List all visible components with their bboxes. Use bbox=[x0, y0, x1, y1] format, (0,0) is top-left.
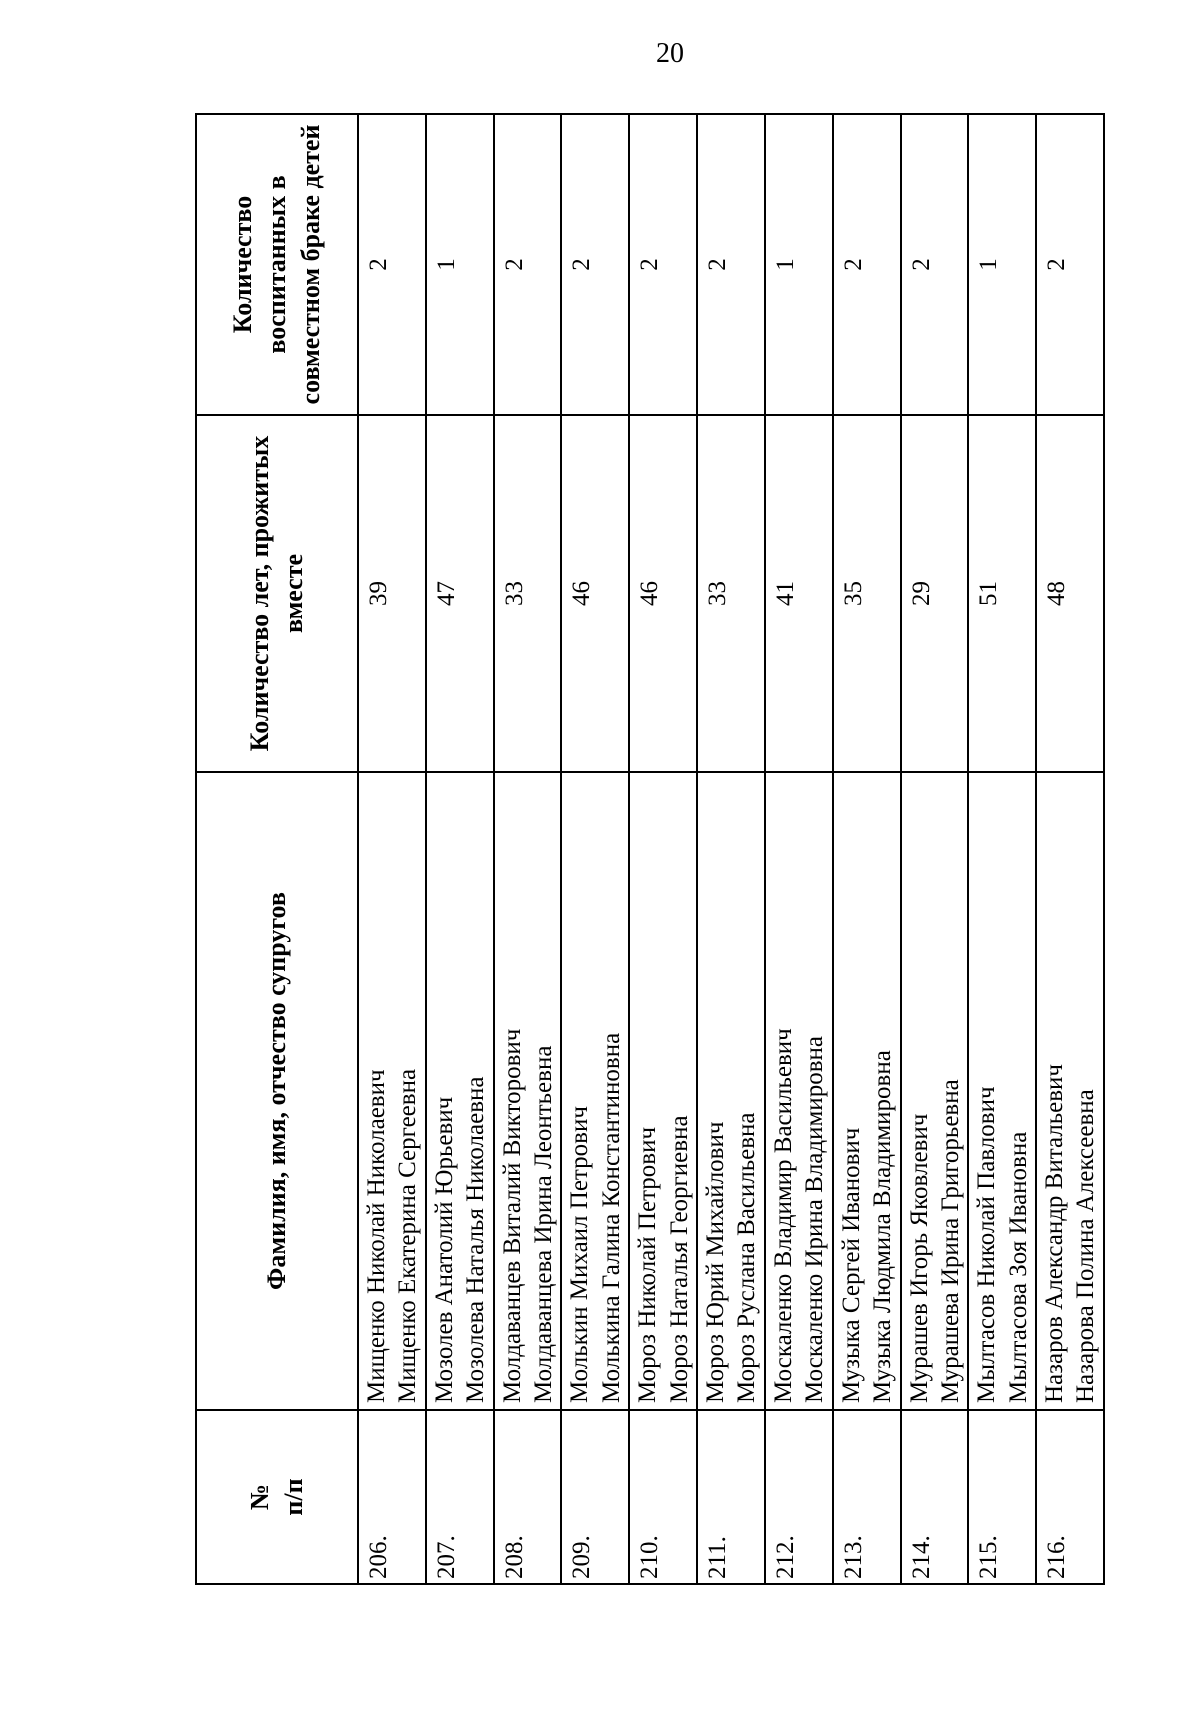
row-children: 2 bbox=[358, 114, 426, 415]
row-number: 209. bbox=[561, 1410, 629, 1584]
husband-name: Мозолев Анатолий Юрьевич bbox=[430, 1096, 458, 1403]
husband-name: Назаров Александр Витальевич bbox=[1041, 1063, 1069, 1403]
table-row bbox=[833, 114, 901, 1584]
spouses-table bbox=[195, 113, 1105, 1585]
table-body bbox=[358, 114, 1104, 1584]
rotated-table-frame bbox=[195, 115, 1105, 1585]
page-number: 20 bbox=[656, 38, 684, 69]
row-children: 1 bbox=[765, 114, 833, 415]
wife-name: Молдаванцева Ирина Леонтьевна bbox=[529, 1045, 557, 1403]
table-row bbox=[697, 114, 765, 1584]
wife-name: Назарова Полина Алексеевна bbox=[1072, 1089, 1100, 1403]
row-years: 33 bbox=[697, 415, 765, 772]
row-years: 48 bbox=[1036, 415, 1104, 772]
table-row bbox=[765, 114, 833, 1584]
row-number: 215. bbox=[968, 1410, 1036, 1584]
table-row bbox=[561, 114, 629, 1584]
row-spouses bbox=[901, 772, 969, 1410]
row-years: 46 bbox=[561, 415, 629, 772]
row-children: 2 bbox=[629, 114, 697, 415]
table-row bbox=[901, 114, 969, 1584]
wife-name: Молькина Галина Константиновна bbox=[597, 1032, 625, 1403]
row-spouses bbox=[426, 772, 494, 1410]
husband-name: Мищенко Николай Николаевич bbox=[363, 1069, 390, 1403]
row-spouses bbox=[1036, 772, 1104, 1410]
row-years: 29 bbox=[901, 415, 969, 772]
row-spouses bbox=[561, 772, 629, 1410]
row-years: 51 bbox=[968, 415, 1036, 772]
row-number: 207. bbox=[426, 1410, 494, 1584]
header-children: Количество воспитанных в совместном браке детей bbox=[196, 114, 358, 415]
row-number: 210. bbox=[629, 1410, 697, 1584]
row-children: 2 bbox=[1036, 114, 1104, 415]
header-number-sign: № bbox=[245, 1483, 275, 1511]
row-children: 2 bbox=[697, 114, 765, 415]
husband-name: Молькин Михаил Петрович bbox=[566, 1106, 594, 1403]
header-number-abbr: п/п bbox=[279, 1478, 308, 1516]
row-spouses bbox=[968, 772, 1036, 1410]
row-children: 2 bbox=[494, 114, 562, 415]
wife-name: Мурашева Ирина Григорьевна bbox=[936, 1079, 964, 1403]
row-years: 41 bbox=[765, 415, 833, 772]
row-children: 1 bbox=[426, 114, 494, 415]
table-row bbox=[968, 114, 1036, 1584]
row-number: 216. bbox=[1036, 1410, 1104, 1584]
table-row bbox=[358, 114, 426, 1584]
row-number: 208. bbox=[494, 1410, 562, 1584]
row-number: 213. bbox=[833, 1410, 901, 1584]
row-children: 2 bbox=[561, 114, 629, 415]
row-years: 39 bbox=[358, 415, 426, 772]
wife-name: Мороз Руслана Васильевна bbox=[733, 1112, 761, 1403]
table-row bbox=[629, 114, 697, 1584]
wife-name: Мылтасова Зоя Ивановна bbox=[1004, 1131, 1032, 1403]
husband-name: Мороз Николай Петрович bbox=[634, 1126, 662, 1403]
row-spouses bbox=[358, 772, 426, 1410]
row-years: 33 bbox=[494, 415, 562, 772]
wife-name: Мозолева Наталья Николаевна bbox=[462, 1076, 490, 1403]
row-number: 214. bbox=[901, 1410, 969, 1584]
wife-name: Мищенко Екатерина Сергеевна bbox=[394, 1068, 422, 1403]
row-children: 2 bbox=[901, 114, 969, 415]
table-header-row bbox=[196, 114, 358, 1584]
husband-name: Мылтасов Николай Павлович bbox=[973, 1086, 1001, 1403]
row-spouses bbox=[629, 772, 697, 1410]
row-years: 35 bbox=[833, 415, 901, 772]
row-number: 212. bbox=[765, 1410, 833, 1584]
husband-name: Мурашев Игорь Яковлевич bbox=[905, 1113, 933, 1403]
row-number: 206. bbox=[358, 1410, 426, 1584]
row-spouses bbox=[765, 772, 833, 1410]
table-row bbox=[494, 114, 562, 1584]
row-children: 1 bbox=[968, 114, 1036, 415]
row-children: 2 bbox=[833, 114, 901, 415]
husband-name: Молдаванцев Виталий Викторович bbox=[498, 1028, 526, 1403]
row-years: 47 bbox=[426, 415, 494, 772]
table-row bbox=[1036, 114, 1104, 1584]
header-number bbox=[196, 1410, 358, 1584]
row-spouses bbox=[697, 772, 765, 1410]
wife-name: Музыка Людмила Владимировна bbox=[868, 1050, 896, 1403]
husband-name: Мороз Юрий Михайлович bbox=[702, 1121, 730, 1403]
row-spouses bbox=[833, 772, 901, 1410]
wife-name: Мороз Наталья Георгиевна bbox=[665, 1115, 693, 1403]
row-years: 46 bbox=[629, 415, 697, 772]
header-names: Фамилия, имя, отчество супругов bbox=[196, 772, 358, 1410]
header-years: Количество лет, прожитых вместе bbox=[196, 415, 358, 772]
husband-name: Музыка Сергей Иванович bbox=[837, 1127, 865, 1403]
row-spouses bbox=[494, 772, 562, 1410]
row-number: 211. bbox=[697, 1410, 765, 1584]
wife-name: Москаленко Ирина Владимировна bbox=[801, 1036, 829, 1403]
husband-name: Москаленко Владимир Васильевич bbox=[769, 1028, 797, 1403]
table-row bbox=[426, 114, 494, 1584]
